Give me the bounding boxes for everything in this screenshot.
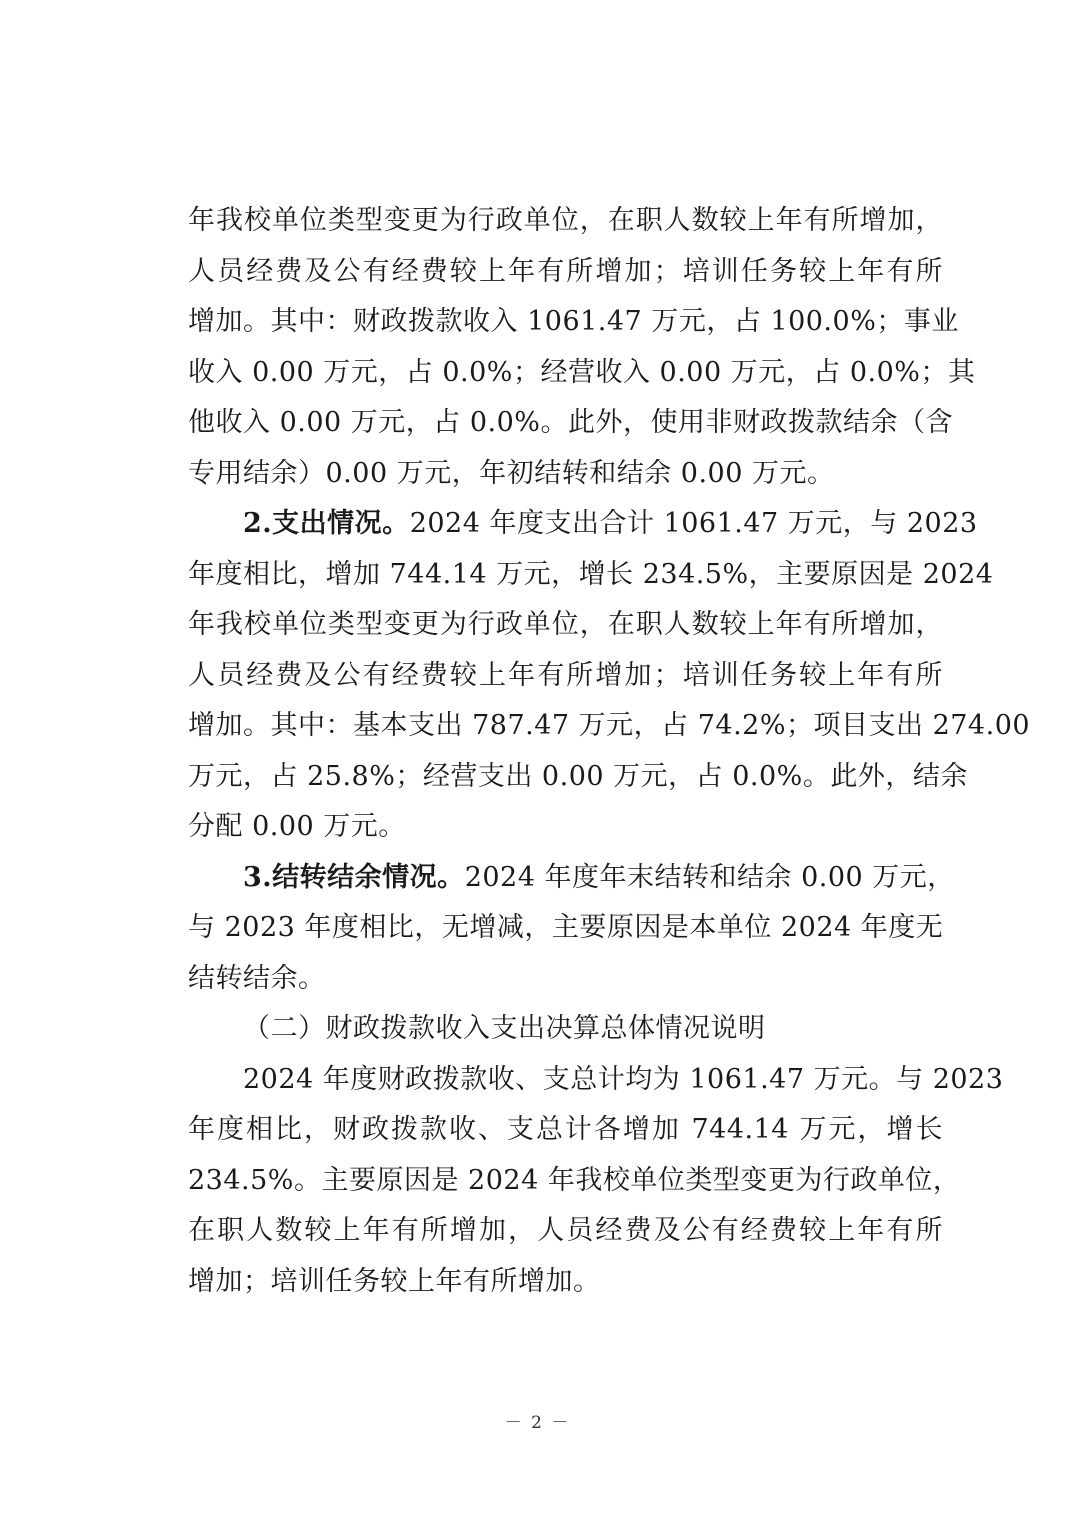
text-line: 在职人数较上年有所增加，人员经费及公有经费较上年有所 xyxy=(188,1215,943,1246)
expenditure-first-line-text: 2024 年度支出合计 1061.47 万元，与 2023 xyxy=(409,508,978,539)
text-line: 万元，占 25.8%；经营支出 0.00 万元，占 0.0%。此外，结余 xyxy=(188,760,968,792)
text-line: 年我校单位类型变更为行政单位，在职人数较上年有所增加， xyxy=(188,205,943,236)
text-line: 人员经费及公有经费较上年有所增加；培训任务较上年有所 xyxy=(188,255,943,287)
text-line: 年度相比，增加 744.14 万元，增长 234.5%，主要原因是 2024 xyxy=(188,558,994,590)
text-line: 增加。其中：基本支出 787.47 万元，占 74.2%；项目支出 274.00 xyxy=(188,710,1031,741)
expenditure-heading: 2.支出情况。 xyxy=(243,508,410,539)
text-line: 增加；培训任务较上年有所增加。 xyxy=(188,1265,601,1297)
carryover-first-line xyxy=(188,853,955,904)
expenditure-first-line xyxy=(188,499,978,550)
text-line: 人员经费及公有经费较上年有所增加；培训任务较上年有所 xyxy=(188,659,943,691)
text-line: 专用结余）0.00 万元，年初结转和结余 0.00 万元。 xyxy=(188,457,835,489)
text-line: 他收入 0.00 万元，占 0.0%。此外，使用非财政拨款结余（含 xyxy=(188,407,953,438)
text-line: 增加。其中：财政拨款收入 1061.47 万元，占 100.0%；事业 xyxy=(188,306,959,337)
document-body xyxy=(188,196,1031,1307)
text-line: 分配 0.00 万元。 xyxy=(188,811,406,842)
section-title: （二）财政拨款收入支出决算总体情况说明 xyxy=(243,1013,766,1044)
text-line: 收入 0.00 万元，占 0.0%；经营收入 0.00 万元，占 0.0%；其 xyxy=(188,356,976,388)
text-line: 234.5%。主要原因是 2024 年我校单位类型变更为行政单位， xyxy=(188,1164,961,1196)
carryover-first-line-text: 2024 年度年末结转和结余 0.00 万元， xyxy=(464,861,955,893)
text-line: 结转结余。 xyxy=(188,962,326,994)
page-number: － 2 － xyxy=(504,1413,571,1433)
text-line: 与 2023 年度相比，无增减，主要原因是本单位 2024 年度无 xyxy=(188,912,944,943)
text-line: 年度相比，财政拨款收、支总计各增加 744.14 万元，增长 xyxy=(188,1114,943,1145)
text-line: 2024 年度财政拨款收、支总计均为 1061.47 万元。与 2023 xyxy=(243,1063,1004,1095)
text-line: 年我校单位类型变更为行政单位，在职人数较上年有所增加， xyxy=(188,609,943,640)
carryover-heading: 3.结转结余情况。 xyxy=(243,861,465,893)
